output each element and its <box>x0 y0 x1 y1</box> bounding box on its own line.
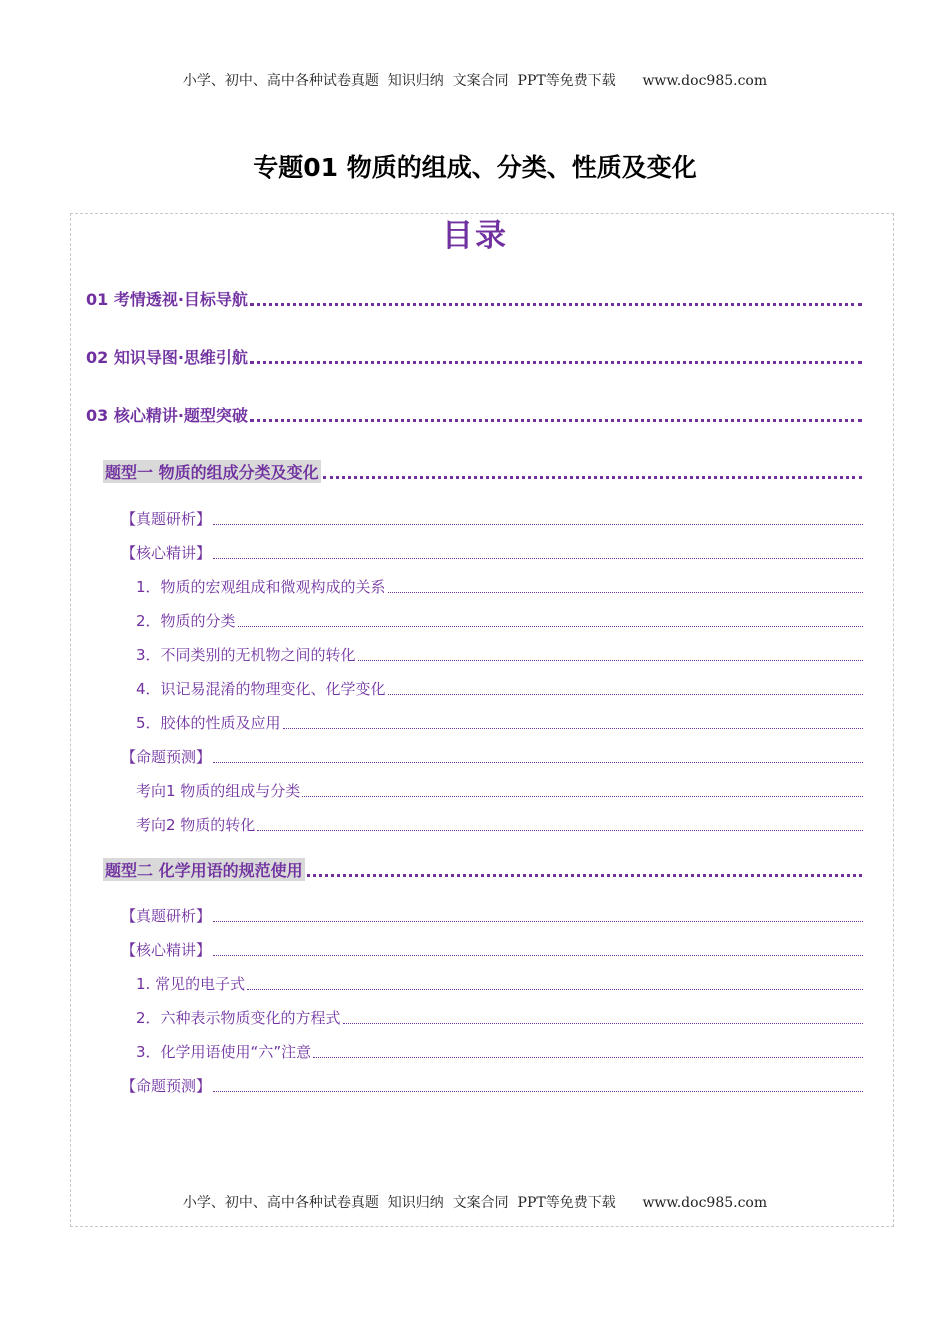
toc-item[interactable] <box>136 972 863 994</box>
toc-item-label: 1．物质的宏观组成和微观构成的关系 <box>136 578 386 596</box>
dot-leader <box>213 524 863 525</box>
toc-item-label: 4．识记易混淆的物理变化、化学变化 <box>136 680 386 698</box>
toc-item-label: 2．物质的分类 <box>136 612 236 630</box>
toc-item[interactable] <box>121 745 863 767</box>
toc-part-2[interactable] <box>103 857 862 881</box>
dot-leader <box>323 476 862 479</box>
toc-section-02[interactable] <box>86 344 862 368</box>
toc-item-label: 【核心精讲】 <box>121 544 212 562</box>
toc-item-label: 1. 常见的电子式 <box>136 975 246 993</box>
toc-part-title: 题型二 化学用语的规范使用 <box>103 858 305 881</box>
dot-leader <box>213 955 863 956</box>
toc-section-03[interactable] <box>86 402 862 426</box>
dot-leader <box>213 558 863 559</box>
toc-item[interactable] <box>121 938 863 960</box>
toc-item[interactable] <box>136 813 863 835</box>
dot-leader <box>238 626 863 627</box>
toc-section-label: 01 考情透视·目标导航 <box>86 290 248 309</box>
dot-leader <box>213 762 863 763</box>
toc-item-label: 【核心精讲】 <box>121 941 212 959</box>
dot-leader <box>247 989 863 990</box>
dot-leader <box>388 592 863 593</box>
dot-leader <box>283 728 863 729</box>
header-banner: 小学、初中、高中各种试卷真题 知识归纳 文案合同 PPT等免费下载 www.doc985.com <box>182 73 768 89</box>
toc-item-label: 3．不同类别的无机物之间的转化 <box>136 646 356 664</box>
toc-item[interactable] <box>136 677 863 699</box>
toc-item[interactable] <box>136 779 863 801</box>
toc-item-label: 2．六种表示物质变化的方程式 <box>136 1009 341 1027</box>
dot-leader <box>343 1023 863 1024</box>
toc-item-label: 考向2 物质的转化 <box>136 816 256 834</box>
dot-leader <box>358 660 863 661</box>
document-title: 专题01 物质的组成、分类、性质及变化 <box>253 153 697 182</box>
toc-item-label: 【真题研析】 <box>121 907 212 925</box>
dot-leader <box>313 1057 863 1058</box>
toc-section-01[interactable] <box>86 286 862 310</box>
toc-item[interactable] <box>136 575 863 597</box>
dot-leader <box>302 796 863 797</box>
dot-leader <box>257 830 863 831</box>
footer-banner: 小学、初中、高中各种试卷真题 知识归纳 文案合同 PPT等免费下载 www.doc985.com <box>182 1195 768 1211</box>
dot-leader <box>213 921 863 922</box>
toc-item[interactable] <box>121 541 863 563</box>
toc-part-1[interactable] <box>103 459 862 483</box>
toc-item-label: 【命题预测】 <box>121 1077 212 1095</box>
toc-item[interactable] <box>136 609 863 631</box>
dot-leader <box>250 419 862 422</box>
toc-item-label: 3．化学用语使用“六”注意 <box>136 1043 312 1061</box>
toc-part-title: 题型一 物质的组成分类及变化 <box>103 460 321 483</box>
dot-leader <box>307 874 862 877</box>
toc-item-label: 考向1 物质的组成与分类 <box>136 782 301 800</box>
toc-item[interactable] <box>121 904 863 926</box>
toc-section-label: 03 核心精讲·题型突破 <box>86 406 248 425</box>
toc-item[interactable] <box>121 507 863 529</box>
toc-item[interactable] <box>136 643 863 665</box>
dot-leader <box>388 694 863 695</box>
toc-item[interactable] <box>136 1006 863 1028</box>
toc-item[interactable] <box>136 711 863 733</box>
toc-item-label: 【真题研析】 <box>121 510 212 528</box>
toc-item[interactable] <box>136 1040 863 1062</box>
dot-leader <box>213 1091 863 1092</box>
toc-item-label: 【命题预测】 <box>121 748 212 766</box>
toc-item[interactable] <box>121 1074 863 1096</box>
dot-leader <box>250 303 862 306</box>
dot-leader <box>250 361 862 364</box>
toc-item-label: 5．胶体的性质及应用 <box>136 714 281 732</box>
toc-section-label: 02 知识导图·思维引航 <box>86 348 248 367</box>
toc-heading: 目录 <box>442 218 508 254</box>
